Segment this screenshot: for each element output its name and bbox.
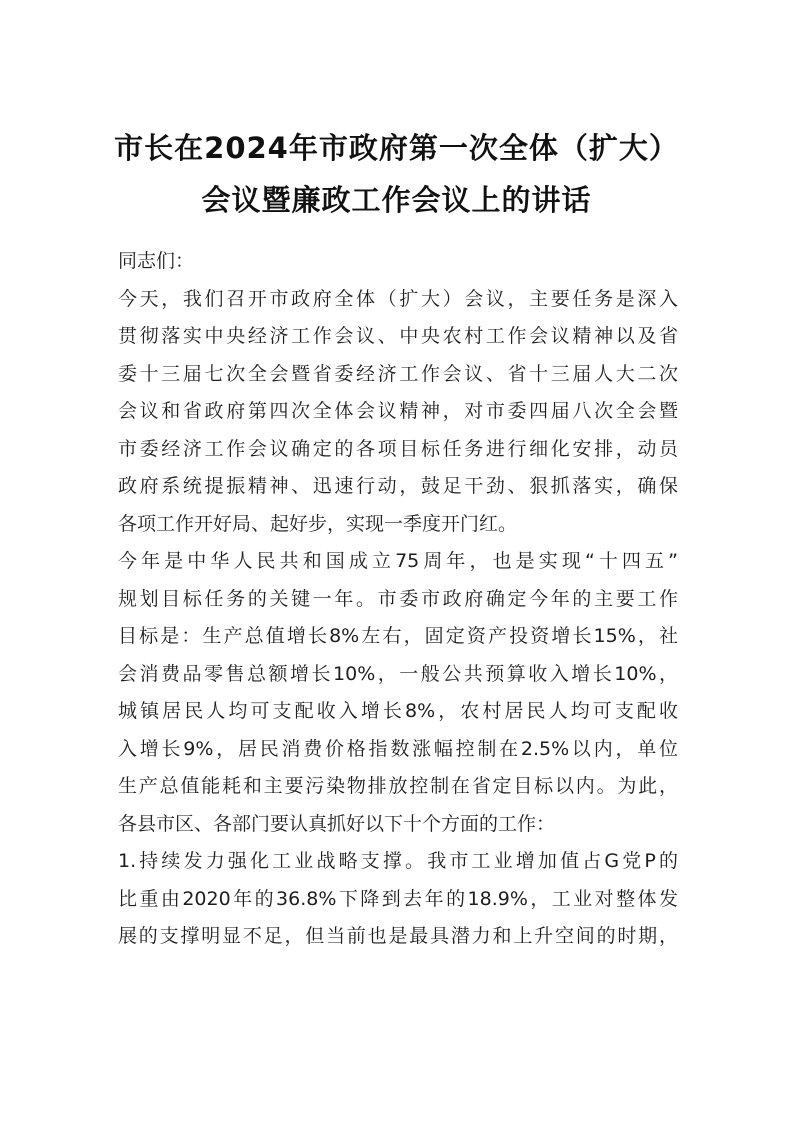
body-line: 比重由2020年的36.8%下降到去年的18.9%，工业对整体发 <box>118 887 678 910</box>
body-line: 贯彻落实中央经济工作会议、中央农村工作会议精神以及省 <box>118 325 678 347</box>
body-line: 会议和省政府第四次全体会议精神，对市委四届八次全会暨 <box>118 400 678 422</box>
body-line: 目标是：生产总值增长8%左右，固定资产投资增长15%，社 <box>118 625 678 647</box>
body-line: 生产总值能耗和主要污染物排放控制在省定目标以内。为此， <box>118 775 678 797</box>
body-line: 展的支撑明显不足，但当前也是最具潜力和上升空间的时期， <box>118 925 678 947</box>
body-line: 城镇居民人均可支配收入增长8%，农村居民人均可支配收 <box>118 700 678 722</box>
body-line: 入增长9%，居民消费价格指数涨幅控制在2.5%以内，单位 <box>118 737 678 760</box>
body-line: 1.持续发力强化工业战略支撑。我市工业增加值占G党P的 <box>118 850 678 872</box>
document-title-line-1: 市长在2024年市政府第一次全体（扩大） <box>114 131 679 165</box>
document-body <box>118 243 678 956</box>
body-line: 今天，我们召开市政府全体（扩大）会议，主要任务是深入 <box>118 287 678 310</box>
body-line: 会消费品零售总额增长10%，一般公共预算收入增长10%， <box>118 662 678 685</box>
body-line: 市委经济工作会议确定的各项目标任务进行细化安排，动员 <box>118 437 678 460</box>
body-line: 今年是中华人民共和国成立75周年，也是实现“十四五” <box>118 550 678 572</box>
body-line: 规划目标任务的关键一年。市委市政府确定今年的主要工作 <box>118 587 678 610</box>
salutation: 同志们： <box>118 250 195 272</box>
body-line: 委十三届七次全会暨省委经济工作会议、省十三届人大二次 <box>118 362 678 385</box>
body-line: 各项工作开好局、起好步，实现一季度开门红。 <box>118 512 518 535</box>
body-line: 各县市区、各部门要认真抓好以下十个方面的工作： <box>118 812 556 835</box>
body-line: 政府系统提振精神、迅速行动，鼓足干劲、狠抓落实，确保 <box>118 475 678 497</box>
document-title-line-2: 会议暨廉政工作会议上的讲话 <box>201 183 592 217</box>
